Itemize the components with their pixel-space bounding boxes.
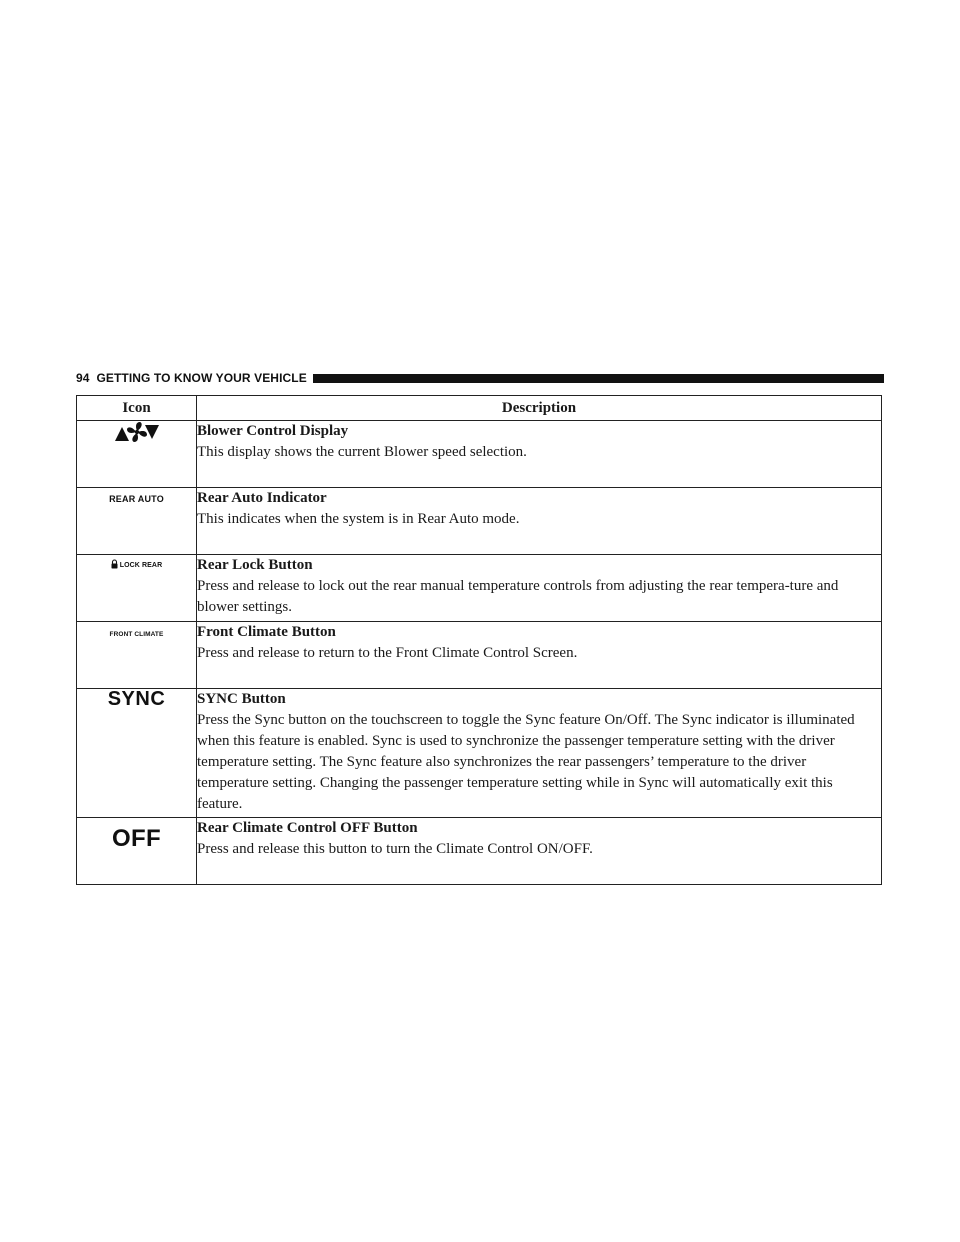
lock-rear-icon: LOCK REAR — [119, 562, 163, 569]
front-climate-icon: FRONT CLIMATE — [109, 631, 164, 638]
page-number: 94 — [76, 371, 90, 385]
row-text: Press and release this button to turn the Climate Control ON/OFF. — [197, 841, 593, 857]
blower-fan-icon — [114, 431, 160, 447]
icon-cell — [77, 622, 197, 689]
table-header-row — [77, 396, 882, 421]
icon-cell — [77, 488, 197, 555]
row-text: Press and release to lock out the rear manual temperature controls from adjusting the rear tempera-ture and blower settings. — [197, 578, 839, 615]
section-title: GETTING TO KNOW YOUR VEHICLE — [96, 371, 307, 385]
row-title: Rear Lock Button — [197, 557, 313, 573]
description-cell — [197, 555, 882, 622]
description-cell — [197, 689, 882, 818]
row-title: SYNC Button — [197, 691, 286, 707]
table-row — [77, 689, 882, 818]
icon-cell — [77, 689, 197, 818]
lock-icon — [111, 555, 118, 576]
icon-description-table — [76, 395, 882, 885]
row-text: This indicates when the system is in Rear Auto mode. — [197, 511, 520, 527]
table-row — [77, 622, 882, 689]
table-row — [77, 421, 882, 488]
row-title: Rear Climate Control OFF Button — [197, 820, 418, 836]
row-text: Press the Sync button on the touchscreen to toggle the Sync feature On/Off. The Sync indicator is illuminated when this feature is enabled. Sync is used to synchronize the passenger temperature setting with the driver temperature setting. The Sync feature also synchronizes the rear passengers’ temperature to the driver temperature setting. Changing the passenger temperature setting while in Sync will automatically exit this feature. — [197, 712, 855, 812]
rear-auto-icon: REAR AUTO — [109, 494, 164, 504]
lock-rear-icon-group — [111, 555, 163, 576]
description-cell — [197, 421, 882, 488]
description-cell — [197, 818, 882, 885]
table-row — [77, 555, 882, 622]
table-row — [77, 818, 882, 885]
icon-cell — [77, 421, 197, 488]
page-number-section-title — [76, 371, 307, 385]
row-title: Blower Control Display — [197, 423, 349, 439]
row-title: Front Climate Button — [197, 624, 336, 640]
off-icon: OFF — [112, 825, 161, 852]
row-title: Rear Auto Indicator — [197, 490, 327, 506]
header-rule — [313, 374, 884, 383]
row-text: This display shows the current Blower speed selection. — [197, 444, 527, 460]
page-header — [76, 370, 884, 386]
icon-cell — [77, 555, 197, 622]
description-cell — [197, 622, 882, 689]
table-row — [77, 488, 882, 555]
sync-icon: SYNC — [107, 688, 166, 710]
row-text: Press and release to return to the Front Climate Control Screen. — [197, 645, 578, 661]
column-header-description: Description — [197, 396, 882, 421]
icon-cell — [77, 818, 197, 885]
column-header-icon: Icon — [77, 396, 197, 421]
description-cell — [197, 488, 882, 555]
